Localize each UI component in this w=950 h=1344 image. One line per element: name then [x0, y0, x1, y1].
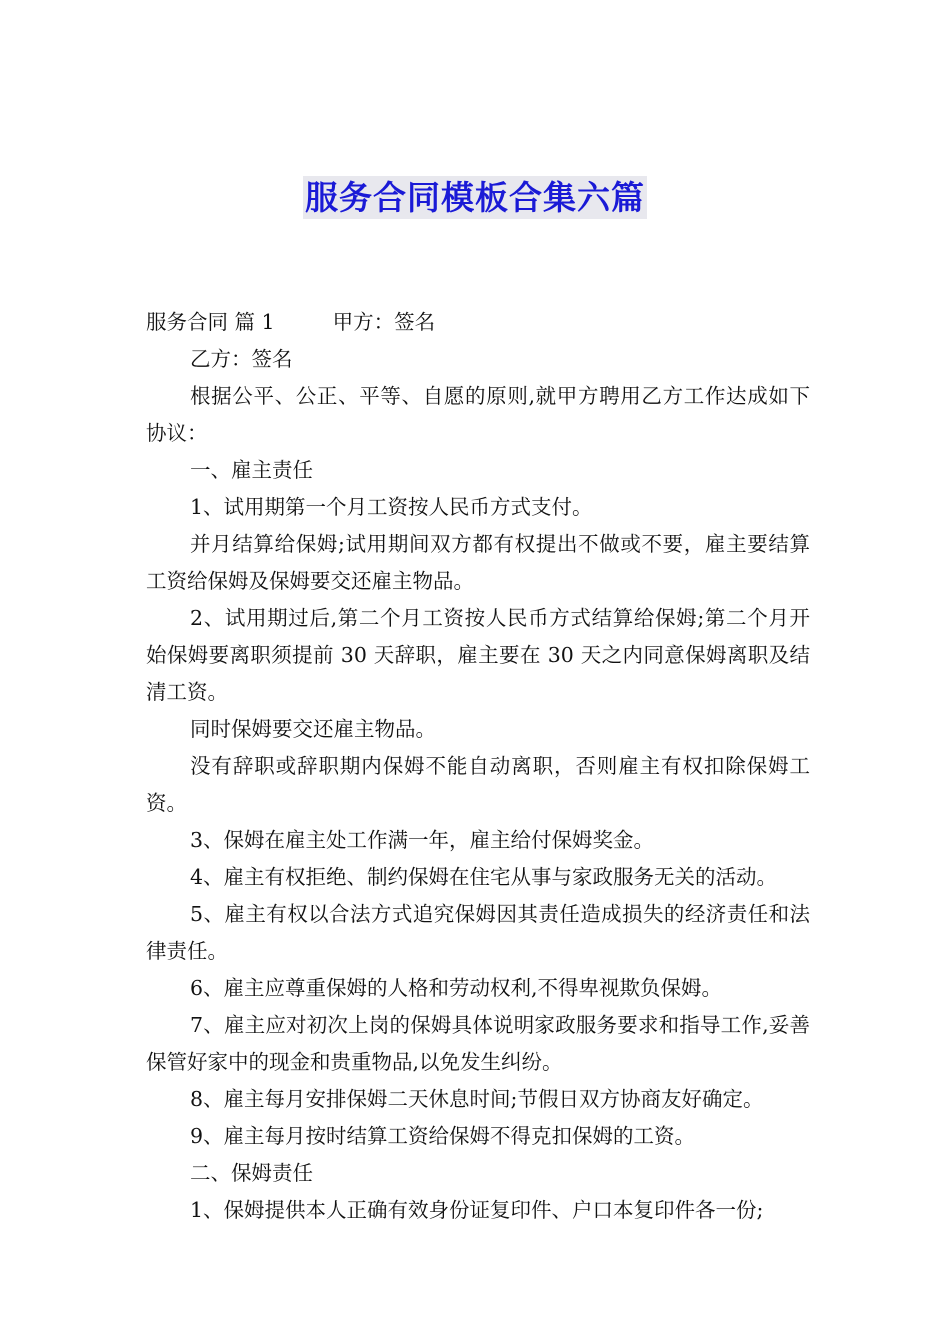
- document-body: [146, 304, 810, 1229]
- document-title: [0, 172, 950, 219]
- paragraph: 没有辞职或辞职期内保姆不能自动离职，否则雇主有权扣除保姆工资。: [146, 754, 810, 815]
- paragraph: 并月结算给保姆;试用期间双方都有权提出不做或不要，雇主要结算工资给保姆及保姆要交还雇主物品。: [146, 532, 810, 593]
- paragraph: 1、试用期第一个月工资按人民币方式支付。: [190, 495, 593, 519]
- paragraph: 二、保姆责任: [190, 1161, 313, 1185]
- paragraph: 5、雇主有权以合法方式追究保姆因其责任造成损失的经济责任和法律责任。: [146, 902, 810, 963]
- paragraph: 3、保姆在雇主处工作满一年，雇主给付保姆奖金。: [190, 828, 655, 852]
- section-heading-line: [146, 304, 810, 341]
- paragraph: 1、保姆提供本人正确有效身份证复印件、户口本复印件各一份;: [190, 1198, 764, 1222]
- paragraph: 8、雇主每月安排保姆二天休息时间;节假日双方协商友好确定。: [190, 1087, 764, 1111]
- paragraph: 4、雇主有权拒绝、制约保姆在住宅从事与家政服务无关的活动。: [190, 865, 778, 889]
- section-heading: 服务合同 篇 1: [146, 310, 275, 334]
- paragraph: 乙方：签名: [190, 347, 293, 371]
- paragraph: 同时保姆要交还雇主物品。: [190, 717, 436, 741]
- paragraph: 6、雇主应尊重保姆的人格和劳动权利,不得卑视欺负保姆。: [190, 976, 723, 1000]
- party-a-line: 甲方：签名: [332, 310, 436, 334]
- paragraph: 9、雇主每月按时结算工资给保姆不得克扣保姆的工资。: [190, 1124, 696, 1148]
- paragraph: 2、试用期过后,第二个月工资按人民币方式结算给保姆;第二个月开始保姆要离职须提前 30 天辞职，雇主要在 30 天之内同意保姆离职及结清工资。: [146, 606, 810, 704]
- paragraph: 根据公平、公正、平等、自愿的原则,就甲方聘用乙方工作达成如下协议：: [146, 384, 810, 445]
- paragraph: 7、雇主应对初次上岗的保姆具体说明家政服务要求和指导工作,妥善保管好家中的现金和贵重物品,以免发生纠纷。: [146, 1013, 810, 1074]
- title-text: 服务合同模板合集六篇: [305, 178, 645, 217]
- paragraph: 一、雇主责任: [190, 458, 313, 482]
